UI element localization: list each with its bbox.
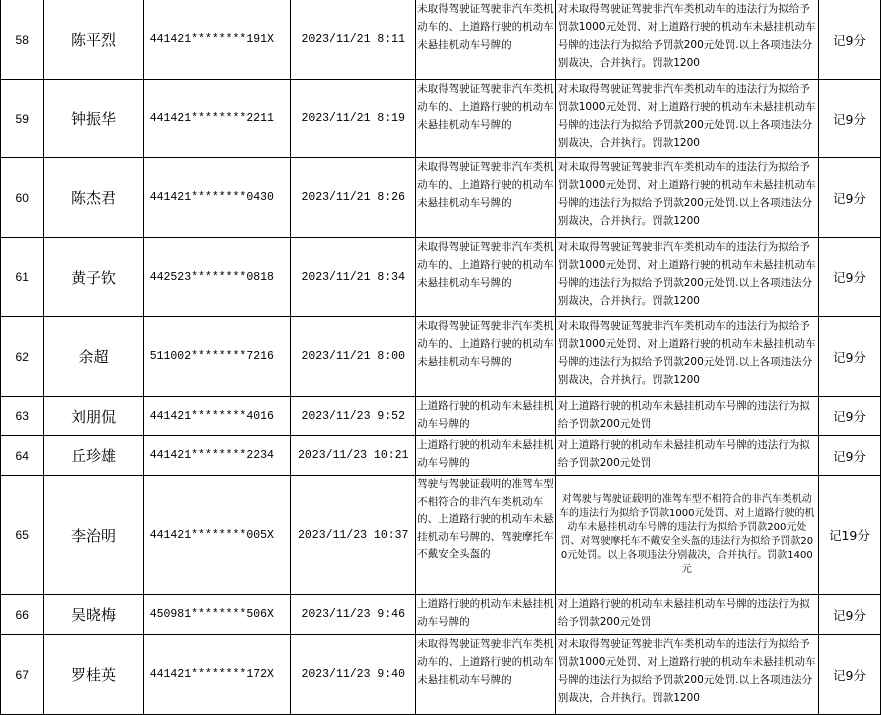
violation-desc: 上道路行驶的机动车未悬挂机动车号牌的 bbox=[416, 595, 556, 635]
person-name: 吴晓梅 bbox=[44, 595, 143, 635]
violation-desc: 未取得驾驶证驾驶非汽车类机动车的、上道路行驶的机动车未悬挂机动车号牌的 bbox=[416, 635, 556, 715]
violation-desc: 上道路行驶的机动车未悬挂机动车号牌的 bbox=[416, 397, 556, 436]
id-number: 441421********0430 bbox=[143, 158, 291, 238]
row-number: 59 bbox=[1, 80, 44, 158]
points: 记19分 bbox=[818, 476, 880, 595]
person-name: 罗桂英 bbox=[44, 635, 143, 715]
id-number: 441421********191X bbox=[143, 0, 291, 80]
id-number: 442523********0818 bbox=[143, 238, 291, 317]
id-number: 441421********2211 bbox=[143, 80, 291, 158]
penalty-desc: 对未取得驾驶证驾驶非汽车类机动车的违法行为拟给予罚款1000元处罚、对上道路行驶的机动车未悬挂机动车号牌的违法行为拟给予罚款200元处罚.以上各项违法分别裁决，合并执行。罚款1200 bbox=[555, 635, 818, 715]
points: 记9分 bbox=[818, 397, 880, 436]
penalty-desc: 对驾驶与驾驶证载明的准驾车型不相符合的非汽车类机动车的违法行为拟给予罚款1000元处罚、对上道路行驶的机动车未悬挂机动车号牌的违法行为拟给予罚款200元处罚、对驾驶摩托车不戴安全头盔的违法行为拟给予罚款200元处罚。以上各项违法分别裁决，合并执行。罚款1400元 bbox=[555, 476, 818, 595]
row-number: 65 bbox=[1, 476, 44, 595]
violation-desc: 未取得驾驶证驾驶非汽车类机动车的、上道路行驶的机动车未悬挂机动车号牌的 bbox=[416, 238, 556, 317]
points: 记9分 bbox=[818, 0, 880, 80]
penalty-desc: 对上道路行驶的机动车未悬挂机动车号牌的违法行为拟给予罚款200元处罚 bbox=[555, 436, 818, 476]
id-number: 441421********2234 bbox=[143, 436, 291, 476]
penalty-desc: 对上道路行驶的机动车未悬挂机动车号牌的违法行为拟给予罚款200元处罚 bbox=[555, 397, 818, 436]
table-row bbox=[1, 436, 881, 476]
id-number: 450981********506X bbox=[143, 595, 291, 635]
points: 记9分 bbox=[818, 595, 880, 635]
violation-time: 2023/11/23 10:37 bbox=[291, 476, 416, 595]
table-row bbox=[1, 317, 881, 397]
violation-time: 2023/11/23 9:52 bbox=[291, 397, 416, 436]
person-name: 陈杰君 bbox=[44, 158, 143, 238]
person-name: 余超 bbox=[44, 317, 143, 397]
points: 记9分 bbox=[818, 635, 880, 715]
penalty-desc: 对未取得驾驶证驾驶非汽车类机动车的违法行为拟给予罚款1000元处罚、对上道路行驶的机动车未悬挂机动车号牌的违法行为拟给予罚款200元处罚.以上各项违法分别裁决，合并执行。罚款1200 bbox=[555, 317, 818, 397]
violation-desc: 驾驶与驾驶证载明的准驾车型不相符合的非汽车类机动车的、上道路行驶的机动车未悬挂机动车号牌的、驾驶摩托车不戴安全头盔的 bbox=[416, 476, 556, 595]
violation-time: 2023/11/21 8:34 bbox=[291, 238, 416, 317]
violation-time: 2023/11/21 8:00 bbox=[291, 317, 416, 397]
violation-desc: 未取得驾驶证驾驶非汽车类机动车的、上道路行驶的机动车未悬挂机动车号牌的 bbox=[416, 80, 556, 158]
violation-desc: 上道路行驶的机动车未悬挂机动车号牌的 bbox=[416, 436, 556, 476]
table-row bbox=[1, 238, 881, 317]
table-row bbox=[1, 476, 881, 595]
table-row bbox=[1, 397, 881, 436]
penalty-desc: 对未取得驾驶证驾驶非汽车类机动车的违法行为拟给予罚款1000元处罚、对上道路行驶的机动车未悬挂机动车号牌的违法行为拟给予罚款200元处罚.以上各项违法分别裁决，合并执行。罚款1200 bbox=[555, 80, 818, 158]
id-number: 441421********005X bbox=[143, 476, 291, 595]
row-number: 62 bbox=[1, 317, 44, 397]
penalty-desc: 对上道路行驶的机动车未悬挂机动车号牌的违法行为拟给予罚款200元处罚 bbox=[555, 595, 818, 635]
points: 记9分 bbox=[818, 158, 880, 238]
row-number: 61 bbox=[1, 238, 44, 317]
row-number: 58 bbox=[1, 0, 44, 80]
penalty-desc: 对未取得驾驶证驾驶非汽车类机动车的违法行为拟给予罚款1000元处罚、对上道路行驶的机动车未悬挂机动车号牌的违法行为拟给予罚款200元处罚.以上各项违法分别裁决，合并执行。罚款1200 bbox=[555, 238, 818, 317]
row-number: 60 bbox=[1, 158, 44, 238]
id-number: 441421********4016 bbox=[143, 397, 291, 436]
person-name: 李治明 bbox=[44, 476, 143, 595]
person-name: 刘朋侃 bbox=[44, 397, 143, 436]
table-row bbox=[1, 595, 881, 635]
id-number: 441421********172X bbox=[143, 635, 291, 715]
violation-desc: 未取得驾驶证驾驶非汽车类机动车的、上道路行驶的机动车未悬挂机动车号牌的 bbox=[416, 158, 556, 238]
violation-time: 2023/11/23 9:40 bbox=[291, 635, 416, 715]
penalty-desc: 对未取得驾驶证驾驶非汽车类机动车的违法行为拟给予罚款1000元处罚、对上道路行驶的机动车未悬挂机动车号牌的违法行为拟给予罚款200元处罚.以上各项违法分别裁决，合并执行。罚款1200 bbox=[555, 0, 818, 80]
row-number: 64 bbox=[1, 436, 44, 476]
table-row bbox=[1, 635, 881, 715]
person-name: 黄子钦 bbox=[44, 238, 143, 317]
violation-time: 2023/11/23 10:21 bbox=[291, 436, 416, 476]
table-row bbox=[1, 158, 881, 238]
points: 记9分 bbox=[818, 80, 880, 158]
person-name: 陈平烈 bbox=[44, 0, 143, 80]
row-number: 66 bbox=[1, 595, 44, 635]
row-number: 63 bbox=[1, 397, 44, 436]
points: 记9分 bbox=[818, 436, 880, 476]
violation-time: 2023/11/21 8:19 bbox=[291, 80, 416, 158]
id-number: 511002********7216 bbox=[143, 317, 291, 397]
violation-time: 2023/11/21 8:26 bbox=[291, 158, 416, 238]
penalty-desc: 对未取得驾驶证驾驶非汽车类机动车的违法行为拟给予罚款1000元处罚、对上道路行驶的机动车未悬挂机动车号牌的违法行为拟给予罚款200元处罚.以上各项违法分别裁决，合并执行。罚款1200 bbox=[555, 158, 818, 238]
row-number: 67 bbox=[1, 635, 44, 715]
points: 记9分 bbox=[818, 317, 880, 397]
violation-desc: 未取得驾驶证驾驶非汽车类机动车的、上道路行驶的机动车未悬挂机动车号牌的 bbox=[416, 317, 556, 397]
table-row bbox=[1, 0, 881, 80]
person-name: 钟振华 bbox=[44, 80, 143, 158]
points: 记9分 bbox=[818, 238, 880, 317]
table-row bbox=[1, 80, 881, 158]
violation-desc: 未取得驾驶证驾驶非汽车类机动车的、上道路行驶的机动车未悬挂机动车号牌的 bbox=[416, 0, 556, 80]
person-name: 丘珍雄 bbox=[44, 436, 143, 476]
violation-time: 2023/11/23 9:46 bbox=[291, 595, 416, 635]
violation-time: 2023/11/21 8:11 bbox=[291, 0, 416, 80]
